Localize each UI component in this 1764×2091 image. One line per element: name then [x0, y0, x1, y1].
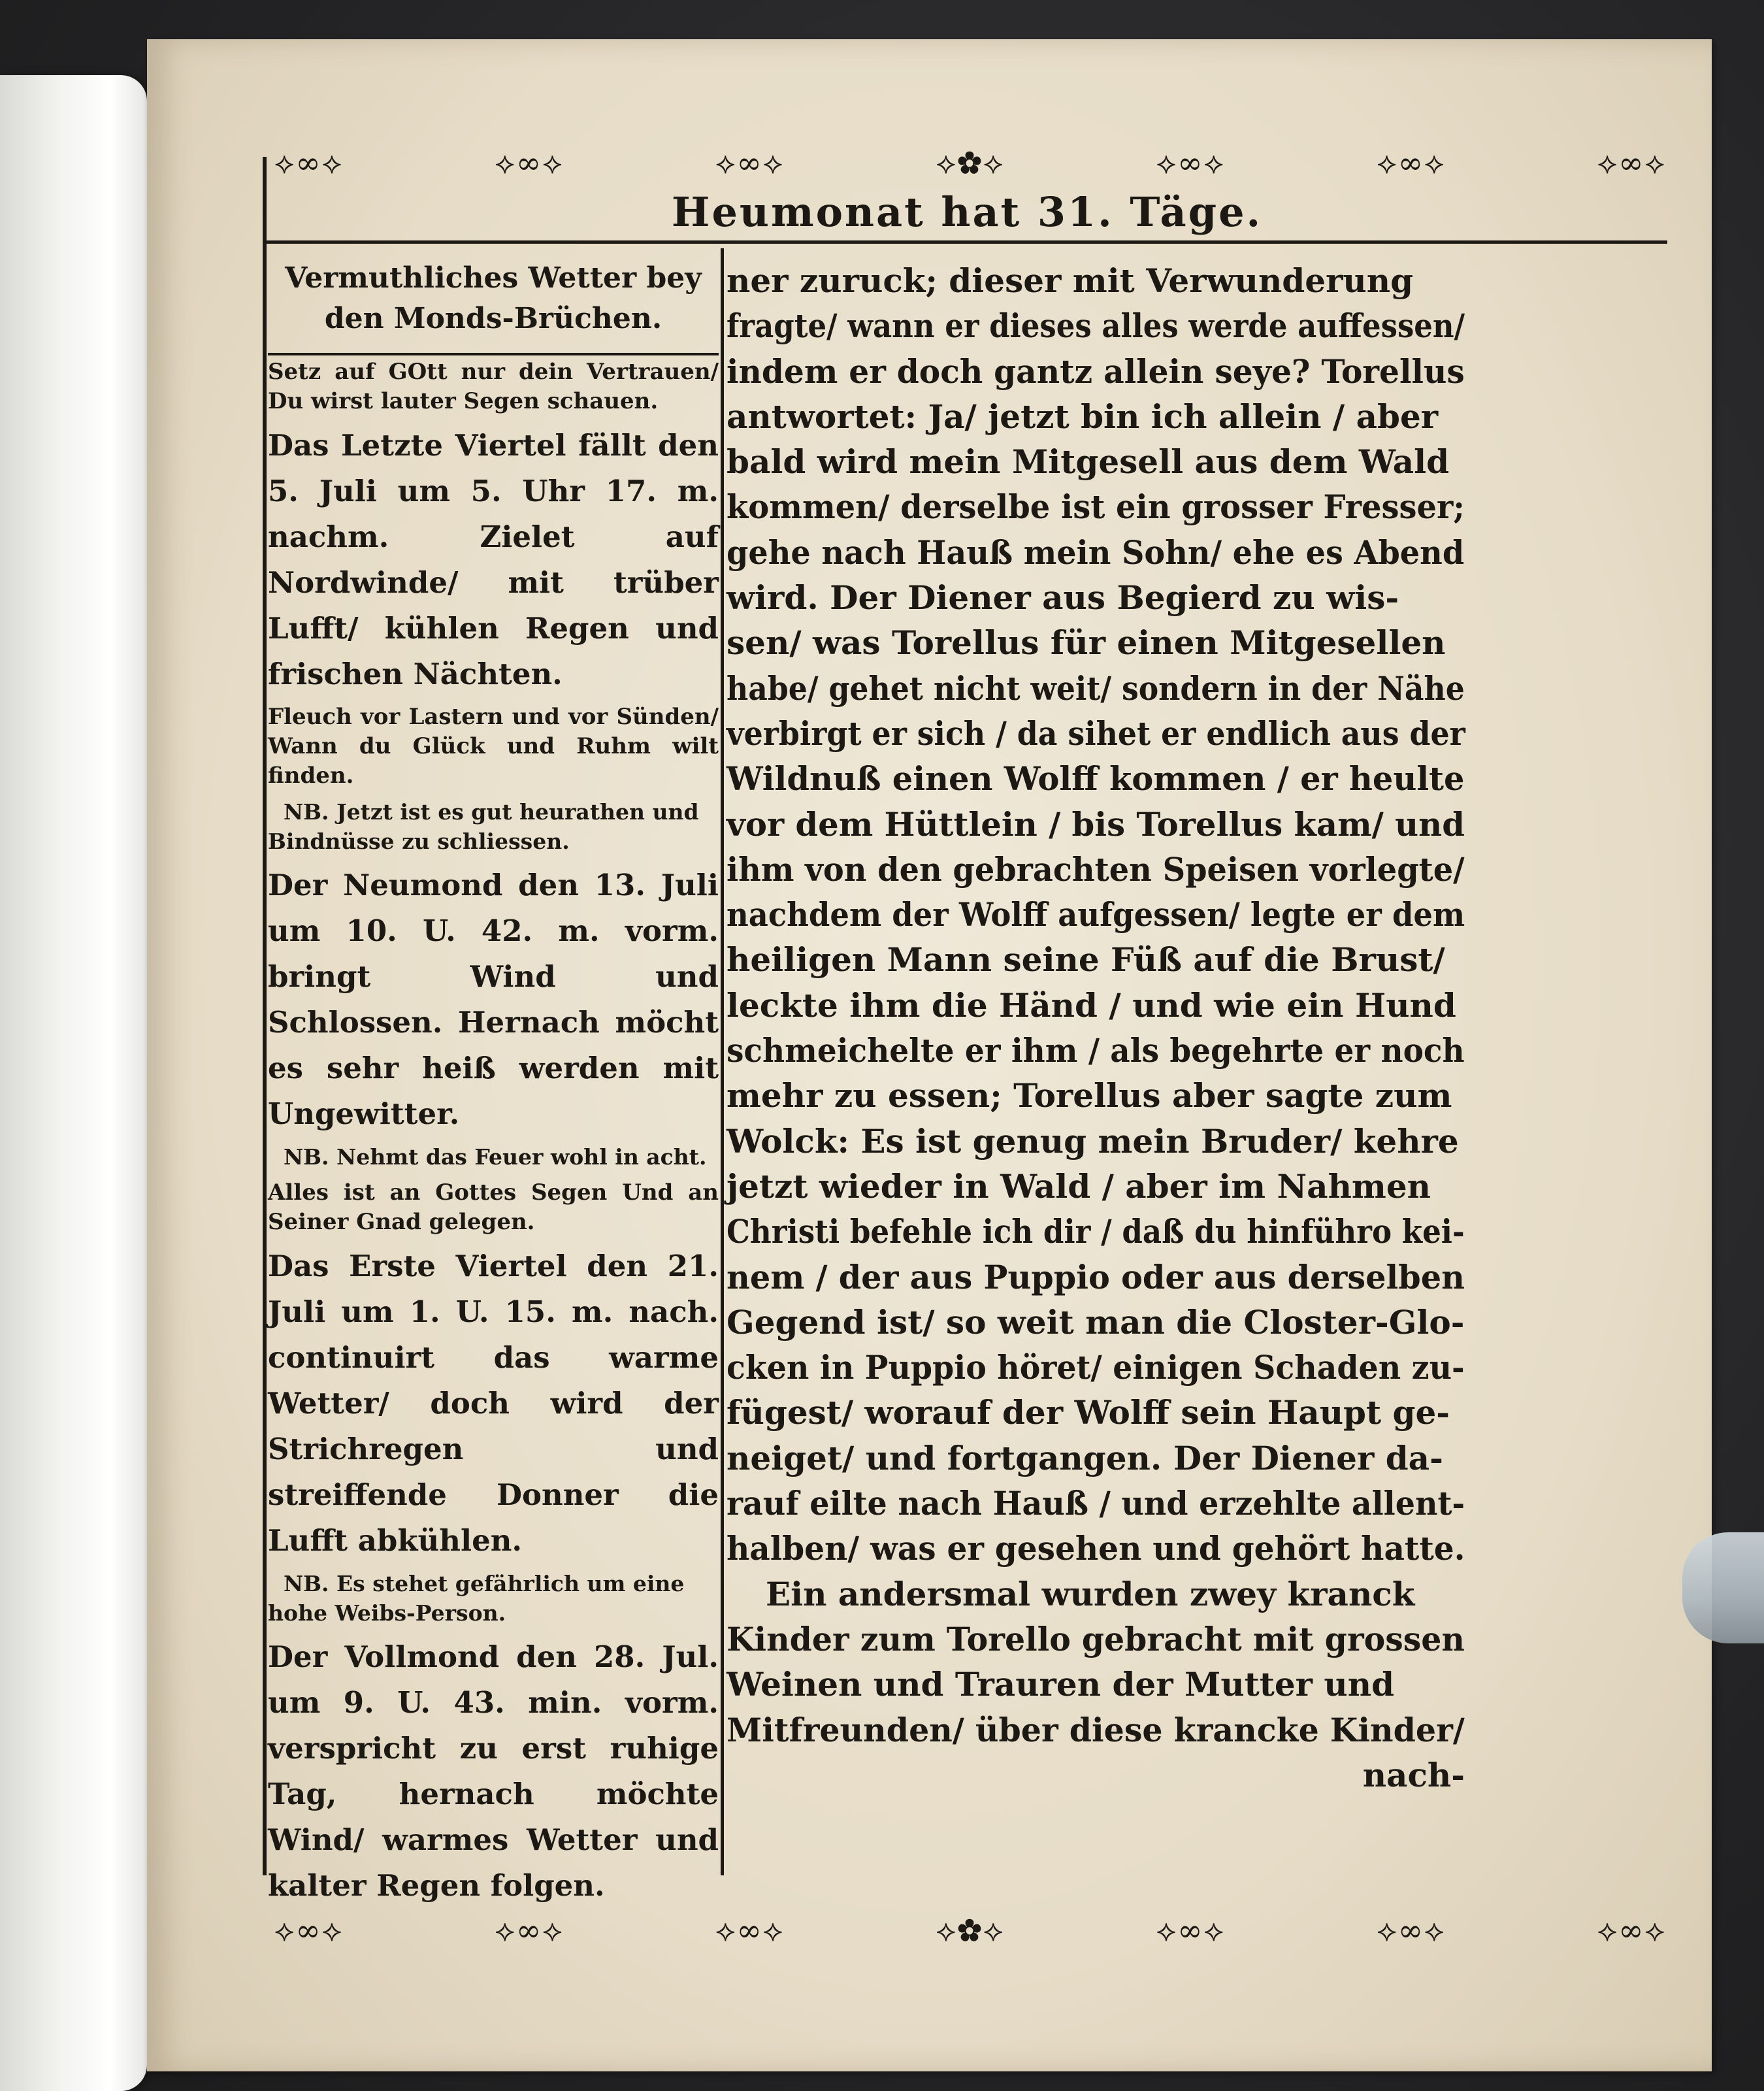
text-line: fügest/ worauf der Wolff sein Haupt ge-	[727, 1393, 1450, 1432]
text-line: cken in Puppio höret/ einigen Schaden zu-	[727, 1348, 1465, 1387]
text-line: Christi befehle ich dir / daß du hinführo kei-	[727, 1212, 1465, 1251]
text-line: nachdem der Wolff aufgessen/ legte er dem	[727, 895, 1465, 934]
ornament-icon: ⟡∞⟡	[495, 1913, 564, 1948]
page-title: Heumonat hat 31. Täge.	[671, 188, 1263, 236]
ornament-icon: ⟡∞⟡	[274, 145, 344, 180]
ornament-icon: ⟡∞⟡	[1377, 145, 1446, 180]
text-line: heiligen Mann seine Füß auf die Brust/	[727, 940, 1445, 980]
text-line: neiget/ und fortgangen. Der Diener da-	[727, 1438, 1443, 1477]
weather-last-quarter: Das Letzte Viertel fällt den 5. Juli um 5. Uhr 17. m. nachm. Zielet auf Nordwinde/ mit trüber Lufft/ kühlen Regen und frischen Nächten.	[268, 428, 719, 691]
ornament-icon: ⟡∞⟡	[715, 1913, 785, 1948]
ornament-rosette-icon: ⟡✿⟡	[936, 145, 1005, 180]
ornament-border-top	[274, 140, 1666, 186]
text-line: leckte ihm die Händ / und wie ein Hund	[727, 985, 1456, 1025]
text-line: schmeichelte er ihm / als begehrte er noch	[727, 1031, 1465, 1070]
text-line: wird. Der Diener aus Begierd zu wis-	[727, 578, 1399, 617]
story-column	[727, 258, 1465, 1879]
verse-3: Alles ist an Gottes Segen Und an Seiner Gnad gelegen.	[268, 1179, 719, 1235]
ornament-icon: ⟡∞⟡	[1156, 1913, 1225, 1948]
text-line: Wolck: Es ist genug mein Bruder/ kehre	[727, 1121, 1459, 1161]
text-line: ner zuruck; dieser mit Verwunderung	[727, 261, 1414, 300]
ornament-icon: ⟡∞⟡	[274, 1913, 344, 1948]
ornament-icon: ⟡∞⟡	[1156, 145, 1225, 180]
text-line: fragte/ wann er dieses alles werde auffessen/	[727, 306, 1465, 346]
weather-new-moon: Der Neumond den 13. Juli um 10. U. 42. m. vorm. bringt Wind und Schlossen. Hernach möcht es sehr heiß werden mit Ungewitter.	[268, 868, 719, 1131]
column-divider	[721, 248, 724, 1875]
ornament-icon: ⟡∞⟡	[1377, 1913, 1446, 1948]
catchword: nach-	[1362, 1755, 1465, 1794]
text-line: Ein andersmal wurden zwey kranck	[766, 1574, 1415, 1613]
note-1: NB. Jetzt ist es gut heurathen und Bindnüsse zu schliessen.	[268, 799, 699, 854]
page-clip	[1682, 1532, 1764, 1643]
text-line: rauf eilte nach Hauß / und erzehlte allent-	[727, 1484, 1465, 1523]
note-2: NB. Nehmt das Feuer wohl in acht.	[284, 1144, 707, 1170]
text-line: jetzt wieder in Wald / aber im Nahmen	[727, 1166, 1431, 1206]
ornament-border-bottom	[274, 1908, 1666, 1954]
ornament-icon: ⟡∞⟡	[1597, 145, 1666, 180]
text-line: habe/ gehet nicht weit/ sondern in der Nähe	[727, 668, 1465, 708]
facing-page-edge	[0, 75, 147, 2091]
text-line: Kinder zum Torello gebracht mit grossen	[727, 1619, 1465, 1658]
text-line: kommen/ derselbe ist ein grosser Fresser;	[727, 487, 1465, 527]
weather-column	[268, 258, 719, 1903]
note-3: NB. Es stehet gefährlich um eine hohe Weibs-Person.	[268, 1571, 685, 1626]
text-line: verbirgt er sich / da sihet er endlich aus der	[727, 714, 1465, 753]
ornament-rosette-icon: ⟡✿⟡	[936, 1913, 1005, 1948]
frame-left-rule	[263, 157, 267, 1875]
weather-first-quarter: Das Erste Viertel den 21. Juli um 1. U. 15. m. nach. continuirt das warme Wetter/ doch wird der Strichregen und streiffende Donner die Lufft abkühlen.	[268, 1249, 719, 1558]
verse-2: Fleuch vor Lastern und vor Sünden/ Wann du Glück und Ruhm wilt finden.	[268, 704, 719, 789]
ornament-icon: ⟡∞⟡	[495, 145, 564, 180]
text-line: nem / der aus Puppio oder aus derselben	[727, 1257, 1465, 1296]
verse-1: Setz auf GOtt nur dein Vertrauen/ Du wirst lauter Segen schauen.	[268, 359, 719, 414]
text-line: bald wird mein Mitgesell aus dem Wald	[727, 442, 1450, 482]
text-line: sen/ was Torellus für einen Mitgesellen	[727, 623, 1446, 663]
text-line: gehe nach Hauß mein Sohn/ ehe es Abend	[727, 533, 1465, 572]
text-line: indem er doch gantz allein seye? Torellus	[727, 352, 1465, 391]
header-rule	[263, 240, 1667, 244]
weather-heading: Vermuthliches Wetter bey den Monds-Brüchen.	[285, 261, 702, 335]
text-line: vor dem Hüttlein / bis Torellus kam/ und	[727, 804, 1465, 844]
weather-full-moon: Der Vollmond den 28. Jul. um 9. U. 43. min. vorm. verspricht zu erst ruhige Tag, hernach möchte Wind/ warmes Wetter und kalter Regen folgen.	[268, 1639, 719, 1903]
text-line: Weinen und Trauren der Mutter und	[727, 1665, 1395, 1704]
text-line: antwortet: Ja/ jetzt bin ich allein / aber	[727, 397, 1439, 436]
ornament-icon: ⟡∞⟡	[715, 145, 785, 180]
text-line: ihm von den gebrachten Speisen vorlegte/	[727, 849, 1465, 889]
text-line: Gegend ist/ so weit man die Closter-Glo-	[727, 1302, 1465, 1342]
ornament-icon: ⟡∞⟡	[1597, 1913, 1666, 1948]
text-line: Wildnuß einen Wolff kommen / er heulte	[727, 759, 1465, 799]
text-line: mehr zu essen; Torellus aber sagte zum	[727, 1076, 1452, 1115]
text-line: halben/ was er gesehen und gehört hatte.	[727, 1529, 1465, 1568]
text-line: Mitfreunden/ über diese krancke Kinder/	[727, 1710, 1465, 1749]
